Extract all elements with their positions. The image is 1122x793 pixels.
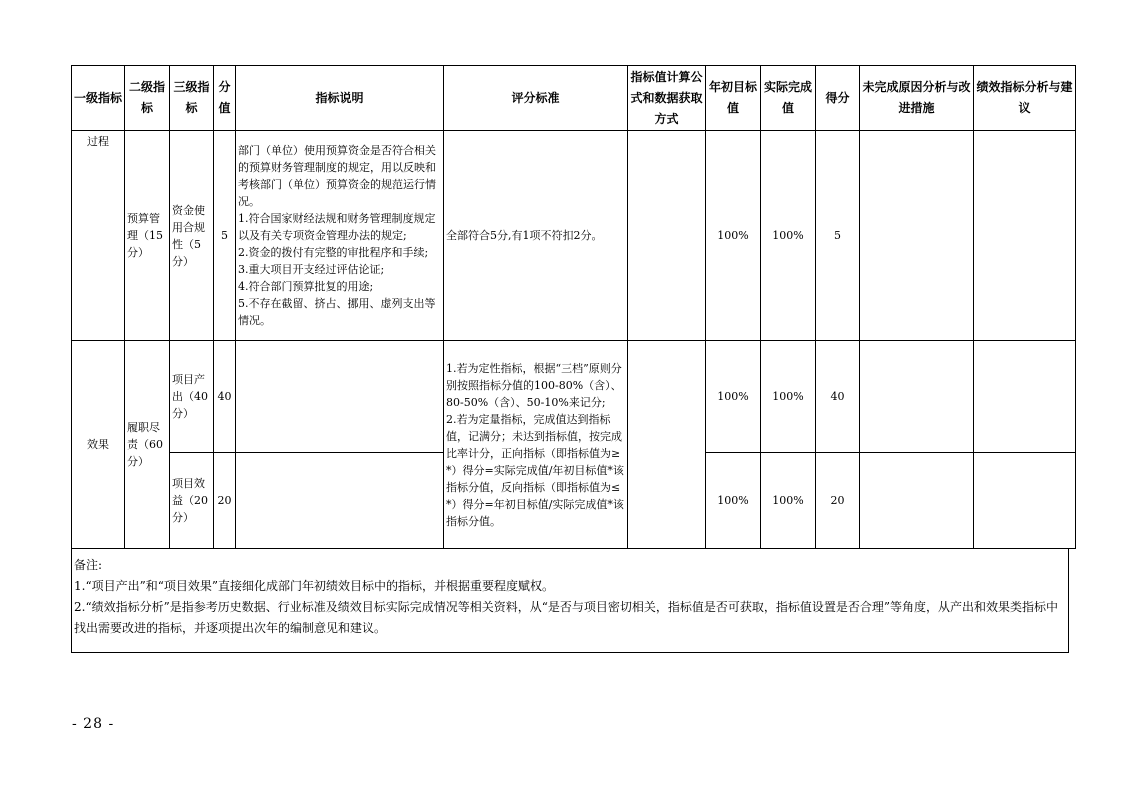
table-row-output <box>72 341 1076 453</box>
header-score-value: 分值 <box>214 66 236 131</box>
effect-level2: 履职尽责（60分） <box>125 341 170 549</box>
output-level3: 项目产出（40分） <box>170 341 214 453</box>
benefit-analysis <box>974 453 1076 549</box>
header-target: 年初目标值 <box>706 66 761 131</box>
benefit-value: 20 <box>214 453 236 549</box>
header-level1: 一级指标 <box>72 66 125 131</box>
header-level3: 三级指标 <box>170 66 214 131</box>
header-description: 指标说明 <box>236 66 444 131</box>
process-criteria: 全部符合5分,有1项不符扣2分。 <box>444 131 628 341</box>
benefit-score: 20 <box>816 453 860 549</box>
output-target: 100% <box>706 341 761 453</box>
header-level2: 二级指标 <box>125 66 170 131</box>
performance-indicator-table <box>71 65 1076 549</box>
notes-title: 备注: <box>74 558 103 572</box>
page-number: - 28 - <box>72 716 115 732</box>
header-formula: 指标值计算公式和数据获取方式 <box>628 66 706 131</box>
header-score: 得分 <box>816 66 860 131</box>
process-reason <box>860 131 974 341</box>
notes-line-1: 1.“项目产出”和“项目效果”直接细化成部门年初绩效目标中的指标，并根据重要程度赋权。 <box>74 579 554 593</box>
header-row <box>72 66 1076 131</box>
process-level3: 资金使用合规性（5分） <box>170 131 214 341</box>
header-reason: 未完成原因分析与改进措施 <box>860 66 974 131</box>
process-formula <box>628 131 706 341</box>
notes-section <box>71 549 1069 653</box>
process-level1: 过程 <box>72 131 125 341</box>
header-analysis: 绩效指标分析与建议 <box>974 66 1076 131</box>
output-value: 40 <box>214 341 236 453</box>
output-actual: 100% <box>761 341 816 453</box>
header-criteria: 评分标准 <box>444 66 628 131</box>
output-description <box>236 341 444 453</box>
process-target: 100% <box>706 131 761 341</box>
notes-line-2: 2.“绩效指标分析”是指参考历史数据、行业标准及绩效目标实际完成情况等相关资料，从“是否与项目密切相关，指标值是否可获取，指标值设置是否合理”等角度，从产出和效果类指标中找出需要改进的指标，并逐项提出次年的编制意见和建议。 <box>74 600 1058 635</box>
header-actual: 实际完成值 <box>761 66 816 131</box>
output-score: 40 <box>816 341 860 453</box>
process-actual: 100% <box>761 131 816 341</box>
process-analysis <box>974 131 1076 341</box>
table-row-process <box>72 131 1076 341</box>
benefit-actual: 100% <box>761 453 816 549</box>
benefit-level3: 项目效益（20分） <box>170 453 214 549</box>
output-analysis <box>974 341 1076 453</box>
process-level2: 预算管理（15分） <box>125 131 170 341</box>
effect-criteria: 1.若为定性指标，根据“三档”原则分别按照指标分值的100-80%（含）、80-50%（含）、50-10%来记分; 2.若为定量指标，完成值达到指标值，记满分；未达到指标值，按完成比率计分，正向指标（即指标值为≥*）得分=实际完成值/年初目标值*该指标分值，反向指标（即指标值为≤*）得分=年初目标值/实际完成值*该指标分值。 <box>444 341 628 549</box>
process-value: 5 <box>214 131 236 341</box>
benefit-target: 100% <box>706 453 761 549</box>
performance-table-sheet <box>71 65 1073 653</box>
process-description: 部门（单位）使用预算资金是否符合相关的预算财务管理制度的规定，用以反映和考核部门（单位）预算资金的规范运行情况。 1.符合国家财经法规和财务管理制度规定以及有关专项资金管理办法的规定; 2.资金的拨付有完整的审批程序和手续; 3.重大项目开支经过评估论证; 4.符合部门预算批复的用途; 5.不存在截留、挤占、挪用、虚列支出等情况。 <box>236 131 444 341</box>
output-reason <box>860 341 974 453</box>
benefit-description <box>236 453 444 549</box>
effect-level1: 效果 <box>72 341 125 549</box>
benefit-reason <box>860 453 974 549</box>
process-score: 5 <box>816 131 860 341</box>
effect-formula <box>628 341 706 549</box>
